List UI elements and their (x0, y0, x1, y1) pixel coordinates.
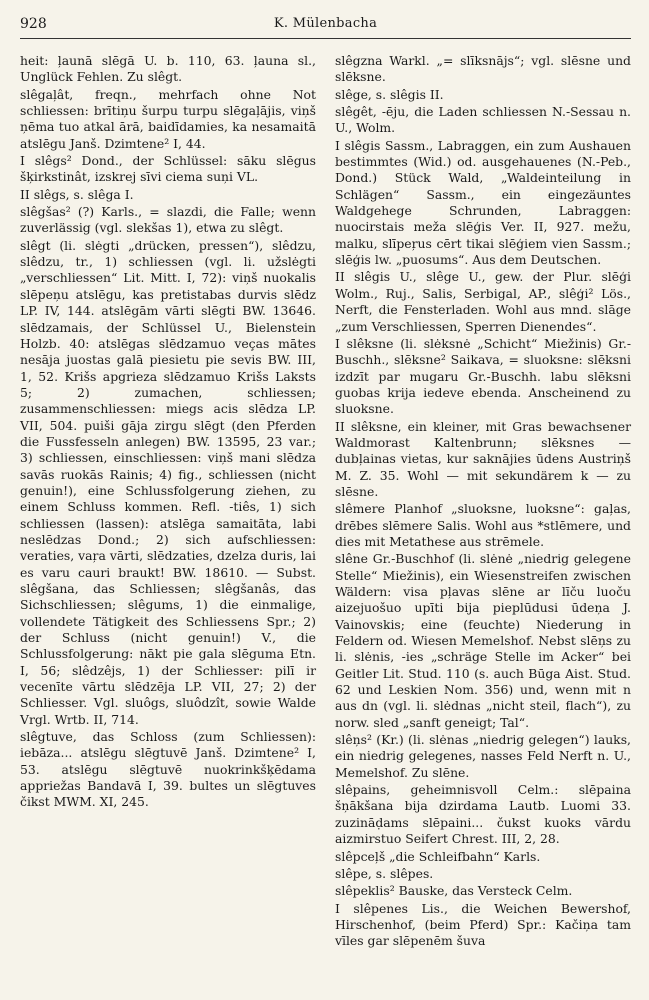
dictionary-entry: slêge, s. slêgis II. (335, 86, 444, 102)
dictionary-entry: I slêksne (li. slėksnė „Schicht“ Miežinis) Gr.-Buschh., slēksne² Saikava, = sluoksne: slēksni izdzīt par mugaru Gr.-Buschh. labu slēksni guobas krija iedeve ebenda. Anscheinend zu sluoksne. (335, 335, 631, 417)
text-columns (20, 53, 631, 951)
dictionary-entry: slêgzna Warkl. „= slīksnājs“; vgl. slēsne und slēksne. (335, 53, 631, 85)
running-head: K. Mülenbacha (273, 16, 378, 31)
dictionary-entry: slêpceļš „die Schleifbahn“ Karls. (335, 848, 541, 864)
dictionary-entry: slêne Gr.-Buschhof (li. slėnė „niedrig gelegene Stelle“ Miežinis), ein Wiesenstreifen zwischen Wäldern: visa pļavas slēne ar līču luoču aizejuošuo upīti bija pieplūdusi ūdeņa J. Vainovskis; eine (feuchte) Niederung in Feldern od. Wiesen Memelshof. Nebst slēņs zu li. slėnis, -ies „schräge Stelle im Acker“ bei Geitler Lit. Stud. 110 (s. auch Būga Aist. Stud. 62 und Leskien Nom. 356) und, wenn mit n aus dn (vgl. li. slėdnas „nicht steil, flach“), zu norw. sled „sanft geneigt; Tal“. (335, 551, 631, 730)
left-column (20, 53, 316, 951)
dictionary-entry: slêmere Planhof „sluoksne, luoksne“: gaļas, drēbes slēmere Salis. Wohl aus *stlēmere, und dies mit Metathese aus strēmele. (335, 501, 631, 549)
dictionary-entry: slêpains, geheimnisvoll Celm.: slēpaina šņākšana bija dzirdama Lautb. Luomi 33. zuzināḍams slēpaini... čukst kuoks vārdu aizmirstuo Seifert Chrest. III, 2, 28. (335, 782, 631, 847)
dictionary-entry: heit: ļaunā slēgā U. b. 110, 63. ļauna sl., Unglück Fehlen. Zu slêgt. (20, 53, 316, 85)
dictionary-entry: I slêpenes Lis., die Weichen Bewershof, Hirschenhof, (beim Pferd) Spr.: Kačiņa tam vīles gar slēpenēm šuva (335, 900, 631, 949)
dictionary-entry: II slêksne, ein kleiner, mit Gras bewachsener Waldmorast Kaltenbrunn; slēksnes — dubļainas vietas, kur saknājies ūdens Austriņš M. Z. 35. Wohl — mit sekundärem k — zu slēsne. (335, 418, 631, 499)
dictionary-entry: slêņs² (Kr.) (li. slėnas „niedrig gelegen“) lauks, ein niedrig gelegenes, nasses Feld Nerft n. U., Memelshof. Zu slēne. (335, 732, 631, 780)
dictionary-entry: I slêgs² Dond., der Schlüssel: sāku slēgus šķirkstinât, izskrej sīvi ciema suņi VL. (20, 153, 316, 185)
dictionary-entry: slêgtuve, das Schloss (zum Schliessen): iebāza... atslēgu slēgtuvē Janš. Dzimtene² I, 53. atslēgu slēgtuvē nuokrinkšķēdama appriežas Bandavā I, 39. bultes un slēgtuves čikst MWM. XI, 245. (20, 729, 316, 810)
page-number: 928 (20, 16, 47, 32)
dictionary-entry: slêgt (li. slėgti „drücken, pressen“), slêdzu, slêdzu, tr., 1) schliessen (vgl. li. užslėgti „verschliessen“ Lit. Mitt. I, 72): viņš nuokalis slēpeņu atslēgu, kas pretistabas durvis slēdz LP. IV, 144. atslēgām vārti slēgti BW. 13646. slēdzamais, der Schlüssel U., Bielenstein Holzb. 40: atslēgas slēdzamuo veças mātes nesāja juostas galā piesietu pie sevis BW. III, 1, 52. Krišs apgrieza slēdzamuo Krišs Laksts 5; 2) zumachen, schliessen; zusammenschliessen: miegs acis slēdza LP. VII, 504. puiši gāja zirgu slēgt (den Pferden die Fussfesseln anlegen) BW. 13595, 23 var.; 3) schliessen, einschliessen: viņš mani slēdza savās ruokās Rainis; 4) fig., schliessen (nicht genuin!), eine Schlussfolgerung ziehen, zu einem Schluss kommen. Refl. -tiês, 1) sich schliessen (lassen): atslēga samaitāta, labi neslēdzas Dond.; 2) sich aufschliessen: veraties, vaŗa vārti, slēdzaties, dzelza duris, lai es varu cauri braukt! BW. 18610. — Subst. slêgšana, das Schliessen; slêgšanâs, das Sichschliessen; slêgums, 1) die einmalige, vollendete Tätigkeit des Schliessens Spr.; 2) der Schluss (nicht genuin!) V., die Schlussfolgerung: nākt pie gala slēguma Etn. I, 56; slêdzêjs, 1) der Schliesser: pilī ir vecenīte vārtu slēdzēja LP. VII, 27; 2) der Schliesser. Vgl. sluôgs, sluôdzît, sowie Walde Vrgl. Wrtb. II, 714. (20, 237, 316, 727)
right-column (335, 53, 631, 951)
dictionary-entry: II slêgs, s. slêga I. (20, 186, 134, 202)
dictionary-entry: slêpeklis² Bauske, das Versteck Celm. (335, 883, 573, 899)
page-header (20, 14, 631, 39)
dictionary-entry: II slêgis U., slêge U., gew. der Plur. slēģi Wolm., Ruj., Salis, Serbigal, AP., slêģi² Lös., Nerft, die Fensterladen. Wohl aus mnd. slāge „zum Verschliessen, Sperren Dienendes“. (335, 269, 631, 334)
dictionary-entry: slêgêt, -ēju, die Laden schliessen N.-Sessau n. U., Wolm. (335, 104, 631, 136)
dictionary-entry: slêgšas² (?) Karls., = slazdi, die Falle; wenn zuverlässig (vgl. slekšas 1), etwa zu slêgt. (20, 204, 316, 236)
dictionary-entry: I slêgis Sassm., Labraggen, ein zum Aushauen bestimmtes (Wid.) od. ausgehauenes (N.-Peb., Dond.) Stück Wald, „Waldeinteilung in Schlägen“ Sassm., ein eingezäuntes Waldgehege Schrunden, Labraggen: nuocirstais meža slēģis Ver. II, 927. mežu, malku, slīpeŗus cērt tikai slēģiem vien Sassm.; slēģis lw. „puosums“. Aus dem Deutschen. (335, 137, 631, 268)
dictionary-entry: slêpe, s. slêpes. (335, 865, 434, 881)
dictionary-entry: slêgaļât, freqn., mehrfach ohne Not schliessen: brītiņu šurpu turpu slēgaļājis, viņš ņēma tuo atkal ārā, baidīdamies, ka nesamaitā atslēgu Janš. Dzimtene² I, 44. (20, 86, 316, 151)
